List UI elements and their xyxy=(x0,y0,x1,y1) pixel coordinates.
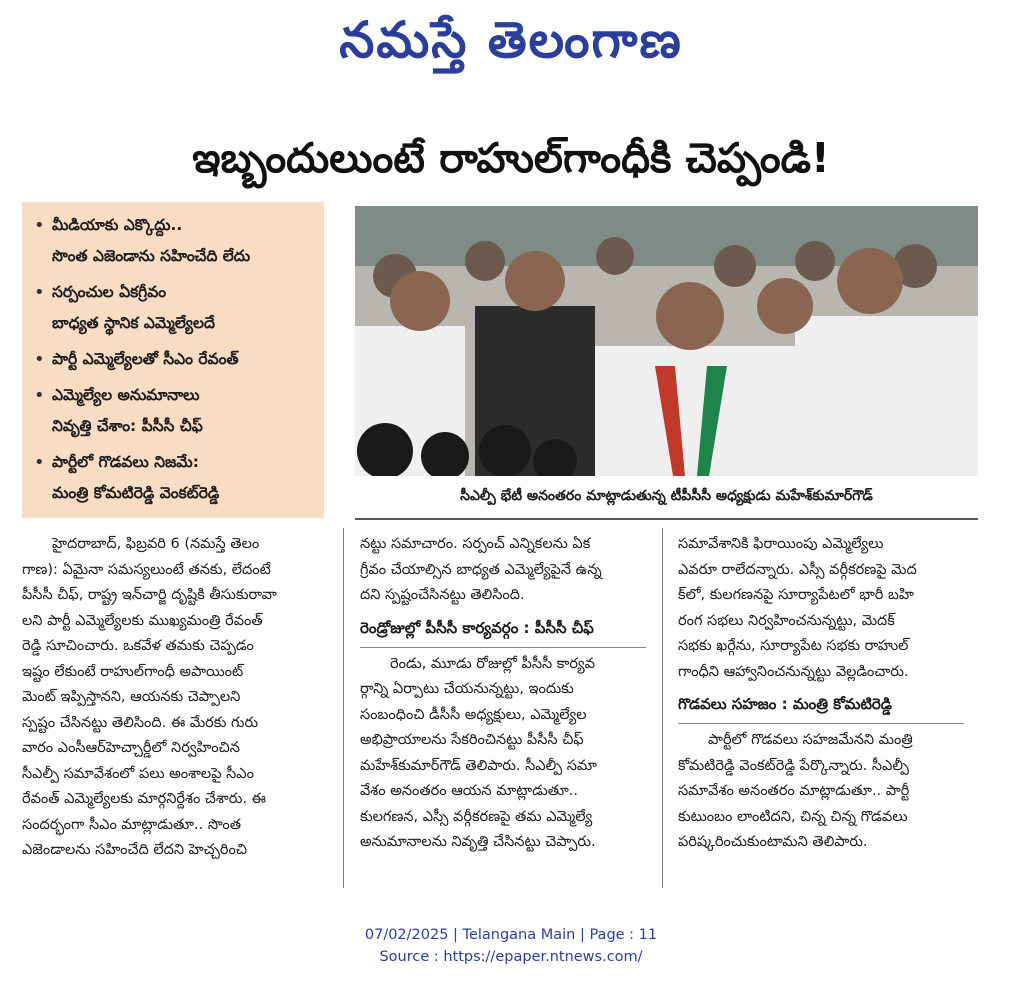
text-line: సందర్భంగా సీఎం మాట్లాడుతూ.. సొంత xyxy=(22,816,242,833)
text-line: క్‌లో, కులగణనపై సూర్యాపేటలో భారీ బహి xyxy=(678,587,914,603)
page-footer xyxy=(0,924,1022,968)
article-column-2 xyxy=(360,532,646,856)
bullet-icon: • xyxy=(34,385,45,406)
text-line: పార్టీలో గొడవలు సహజమేనని మంత్రి xyxy=(708,732,913,748)
highlight-item xyxy=(34,447,316,509)
text-line: కోమటిరెడ్డి వెంకట్‌రెడ్డి పేర్కొన్నారు. సీఎల్పీ xyxy=(678,757,909,774)
text-line: హైదరాబాద్, ఫిబ్రవరి 6 (నమస్తే తెలం xyxy=(52,536,260,552)
text-line: సభకు ఖర్గేను, సూర్యాపేట సభకు రాహుల్ xyxy=(678,638,909,654)
text-line: రెడ్డి సూచించారు. ఒకవేళ తమకు చెప్పడం xyxy=(22,638,254,654)
text-line: రెండు, మూడు రోజుల్లో పీసీసీ కార్యవ xyxy=(390,655,595,672)
article-headline: ఇబ్బందులుంటే రాహుల్‌గాంధీకి చెప్పండి! xyxy=(192,134,830,182)
highlight-item xyxy=(34,344,316,375)
article-column-3 xyxy=(678,532,964,856)
bullet-icon: • xyxy=(34,282,45,303)
text-line: ఇష్టం లేకుంటే రాహుల్‌గాంధీ అపాయింట్ xyxy=(22,663,244,680)
highlight-item xyxy=(34,277,316,339)
text-line: ర్గాన్ని ఏర్పాటు చేయనున్నట్టు, ఇందుకు xyxy=(360,681,574,697)
text-line: లని పార్టీ ఎమ్మెల్యేలకు ముఖ్యమంత్రి రేవంత్ xyxy=(22,612,263,629)
newspaper-masthead: నమస్తే తెలంగాణ xyxy=(339,11,683,69)
text-line: ఎవరూ రాలేదన్నారు. ఎస్సీ వర్గీకరణపై మెద xyxy=(678,561,917,578)
bullet-icon: • xyxy=(34,452,45,473)
bullet-icon: • xyxy=(34,349,45,370)
text-line: కులగణన, ఎస్సీ వర్గీకరణపై తమ ఎమ్మెల్యే xyxy=(360,808,593,825)
text-line: రేవంత్ ఎమ్మెల్యేలకు మార్గనిర్దేశం చేశారు. ఈ xyxy=(22,791,266,807)
highlight-item xyxy=(34,380,316,442)
footer-source-link[interactable]: Source : https://epaper.ntnews.com/ xyxy=(379,949,643,965)
text-line: పరిష్కరించుకుంటామని తెలిపారు. xyxy=(678,834,868,850)
highlight-line: పార్టీ ఎమ్మెల్యేలతో సీఎం రేవంత్ xyxy=(52,350,239,368)
text-line: సీఎల్పీ సమావేశంలో పలు అంశాలపై సీఎం xyxy=(22,765,254,782)
news-photo xyxy=(355,206,978,476)
subhead-divider xyxy=(678,723,964,724)
text-line: ఎజెండాలను సహించేది లేదని హెచ్చరించి xyxy=(22,842,247,858)
text-line: రంగ సభలు నిర్వహించనున్నట్టు, మెదక్ xyxy=(678,612,895,629)
text-line: సంబంధించి డీసీసీ అధ్యక్షులు, ఎమ్మెల్యేల xyxy=(360,706,587,723)
column-divider xyxy=(662,528,663,888)
section-subhead: గొడవలు సహజం : మంత్రి కోమటిరెడ్డి xyxy=(678,695,892,713)
highlight-line: ఎమ్మెల్యేల అనుమానాలు xyxy=(52,386,200,404)
text-line: అభిప్రాయాలను సేకరించినట్టు పీసీసీ చీఫ్ xyxy=(360,732,584,748)
text-line: అనుమానాలను నివృత్తి చేసినట్టు చెప్పారు. xyxy=(360,834,596,850)
text-line: గాంధీని ఆహ్వానించనున్నట్టు వెల్లడించారు. xyxy=(678,663,909,680)
text-line: గాణ): ఏమైనా సమస్యలుంటే తనకు, లేదంటే xyxy=(22,561,271,578)
press-conference-photo-illustration xyxy=(355,206,978,476)
text-line: కుటుంబం లాంటిదని, చిన్న చిన్న గొడవలు xyxy=(678,808,908,825)
footer-date-page: 07/02/2025 | Telangana Main | Page : 11 xyxy=(364,927,658,943)
text-line: సమావేశానికి ఫిరాయింపు ఎమ్మెల్యేలు xyxy=(678,536,884,552)
text-line: నట్టు సమాచారం. సర్పంచ్ ఎన్నికలను ఏక xyxy=(360,536,591,552)
text-line: గ్రీవం చేయాల్సిన బాధ్యత ఎమ్మెల్యేపైనే ఉన్న xyxy=(360,561,602,578)
section-subhead: రెండ్రోజుల్లో పీసీసీ కార్యవర్గం : పీసీసీ చీఫ్ xyxy=(360,618,594,637)
highlight-line: నివృత్తి చేశాం: పీసీసీ చీఫ్ xyxy=(52,417,203,435)
caption-divider xyxy=(355,518,978,520)
photo-caption: సీఎల్పీ భేటీ అనంతరం మాట్లాడుతున్న టీపీసీసీ అధ్యక్షుడు మహేశ్‌కుమార్‌గౌడ్ xyxy=(460,488,873,504)
text-line: వారం ఎంసీఆర్‌హెచ్చార్డీలో నిర్వహించిన xyxy=(22,740,240,756)
text-line: మెంట్ ఇప్పిస్తానని, ఆయనకు చెప్పాలని xyxy=(22,689,241,705)
text-line: వేశం అనంతరం ఆయన మాట్లాడుతూ.. xyxy=(360,783,578,799)
text-line: దని స్పష్టంచేసినట్టు తెలిసింది. xyxy=(360,587,525,603)
highlight-line: మంత్రి కోమటిరెడ్డి వెంకట్‌రెడ్డి xyxy=(52,484,220,502)
highlight-line: సొంత ఎజెండాను సహించేది లేదు xyxy=(52,247,251,265)
text-line: సమావేశం అనంతరం మాట్లాడుతూ.. పార్టీ xyxy=(678,783,910,799)
highlight-line: పార్టీలో గొడవలు నిజమే: xyxy=(52,453,199,471)
bullet-icon: • xyxy=(34,215,45,236)
text-line: స్పష్టం చేసినట్టు తెలిసింది. ఈ మేరకు గురు xyxy=(22,714,259,731)
highlights-box xyxy=(22,202,324,518)
highlight-item xyxy=(34,210,316,272)
text-line: పీసీసీ చీఫ్, రాష్ట్ర ఇన్‌చార్జి దృష్టికి తీసుకురావా xyxy=(22,587,277,603)
highlight-line: బాధ్యత స్థానిక ఎమ్మెల్యేలదే xyxy=(52,314,215,332)
subhead-divider xyxy=(360,647,646,648)
article-column-1 xyxy=(22,532,308,864)
text-line: మహేశ్‌కుమార్‌గౌడ్ తెలిపారు. సీఎల్పీ సమా xyxy=(360,757,597,774)
highlight-line: మీడియాకు ఎక్కొద్దు.. xyxy=(52,216,183,234)
column-divider xyxy=(343,528,344,888)
highlight-line: సర్పంచుల ఏకగ్రీవం xyxy=(52,283,167,301)
